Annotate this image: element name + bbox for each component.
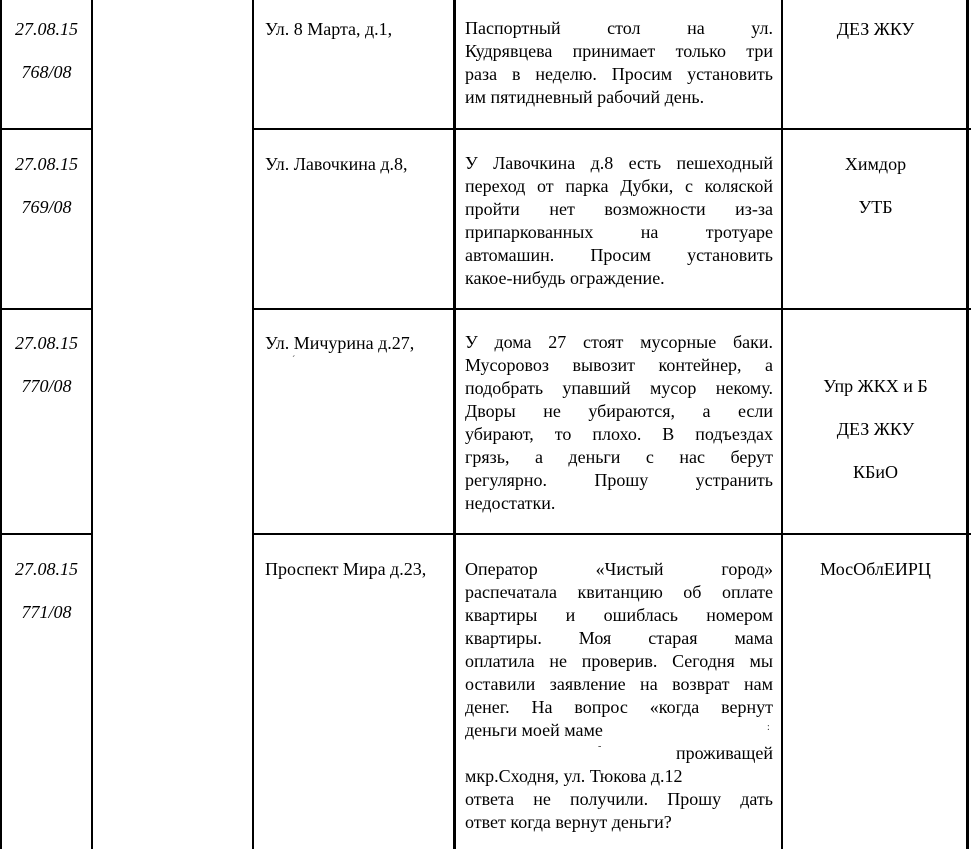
organization: Упр ЖКХ и Б <box>823 376 928 396</box>
text-line: какое-нибудь ограждение. <box>465 268 665 288</box>
text-line: подобрать упавший мусор некому. <box>465 378 773 398</box>
row-organizations <box>783 153 968 239</box>
row-divider-3 <box>0 533 93 535</box>
text-line: проживащей <box>676 743 773 763</box>
row-number: 770/08 <box>21 376 72 396</box>
text-line: Оператор «Чистый город» <box>465 559 773 579</box>
text-line: недостатки. <box>465 493 556 513</box>
scan-mark: ´ <box>292 355 296 366</box>
text-line: квартиры и ошиблась номером <box>465 605 773 625</box>
text-line: пройти нет возможности из-за <box>465 199 773 219</box>
row-address: Ул. Лавочкина д.8, <box>265 154 408 174</box>
row-number: 769/08 <box>21 197 72 217</box>
organization: УТБ <box>858 197 893 217</box>
text-line: переход от парка Дубки, с коляской <box>465 176 773 196</box>
organization: ДЕЗ ЖКУ <box>836 19 915 39</box>
text-line: ответа не получили. Прошу дать <box>465 789 773 809</box>
text-line: У Лавочкина д.8 есть пешеходный <box>465 153 773 173</box>
text-line: оставили заявление на возврат нам <box>465 674 773 694</box>
row-number: 771/08 <box>21 602 72 622</box>
organization: МосОблЕИРЦ <box>820 559 931 579</box>
text-line: мкр.Сходня, ул. Тюкова д.12 <box>465 766 683 786</box>
row-divider-2b <box>252 308 971 310</box>
text-line: деньги моей маме <box>465 720 603 740</box>
text-line: квартиры. Моя старая мама <box>465 628 773 648</box>
text-line: оплатила не проверив. Сегодня мы <box>465 651 773 671</box>
text-line: грязь, а деньги с нас берут <box>465 447 773 467</box>
row-divider-1b <box>252 128 971 130</box>
row-organizations <box>783 375 968 504</box>
text-line: Паспортный стол на ул. <box>465 18 773 38</box>
row-address: Проспект Мира д.23, <box>265 559 427 579</box>
row-text <box>465 17 773 109</box>
scan-mark: - <box>598 741 602 752</box>
text-line: распечатала квитанцию об оплате <box>465 582 773 602</box>
row-date: 27.08.15 <box>15 19 78 39</box>
row-date: 27.08.15 <box>15 154 78 174</box>
row-organizations <box>783 18 968 61</box>
row-number: 768/08 <box>21 62 72 82</box>
scan-mark: : <box>767 722 770 733</box>
text-line: Мусоровоз вывозит контейнер, а <box>465 355 773 375</box>
text-line: автомашин. Просим установить <box>465 245 773 265</box>
text-line: денег. На вопрос «когда вернут <box>465 697 773 717</box>
row-date: 27.08.15 <box>15 333 78 353</box>
text-line: У дома 27 стоят мусорные баки. <box>465 332 773 352</box>
row-organizations <box>783 558 968 601</box>
text-line: Дворы не убираются, а если <box>465 401 773 421</box>
row-text <box>465 331 773 515</box>
organization: ДЕЗ ЖКУ <box>836 419 915 439</box>
row-divider-1 <box>0 128 93 130</box>
row-address: Ул. 8 Марта, д.1, <box>265 19 393 39</box>
text-line: убирают, то плохо. В подъездах <box>465 424 773 444</box>
text-line: Кудрявцева принимает только три <box>465 41 773 61</box>
row-divider-2 <box>0 308 93 310</box>
text-line: припаркованных на тротуаре <box>465 222 773 242</box>
row-divider-3b <box>252 533 971 535</box>
text-line: раза в неделю. Просим установить <box>465 64 773 84</box>
row-date: 27.08.15 <box>15 559 78 579</box>
text-line: им пятидневный рабочий день. <box>465 87 705 107</box>
row-text <box>465 558 773 834</box>
text-line: регулярно. Прошу устранить <box>465 470 773 490</box>
organization: Химдор <box>844 154 907 174</box>
text-line: ответ когда вернут деньги? <box>465 812 672 832</box>
row-address: Ул. Мичурина д.27, <box>265 333 415 353</box>
organization: КБиО <box>853 462 898 482</box>
row-text <box>465 152 773 290</box>
